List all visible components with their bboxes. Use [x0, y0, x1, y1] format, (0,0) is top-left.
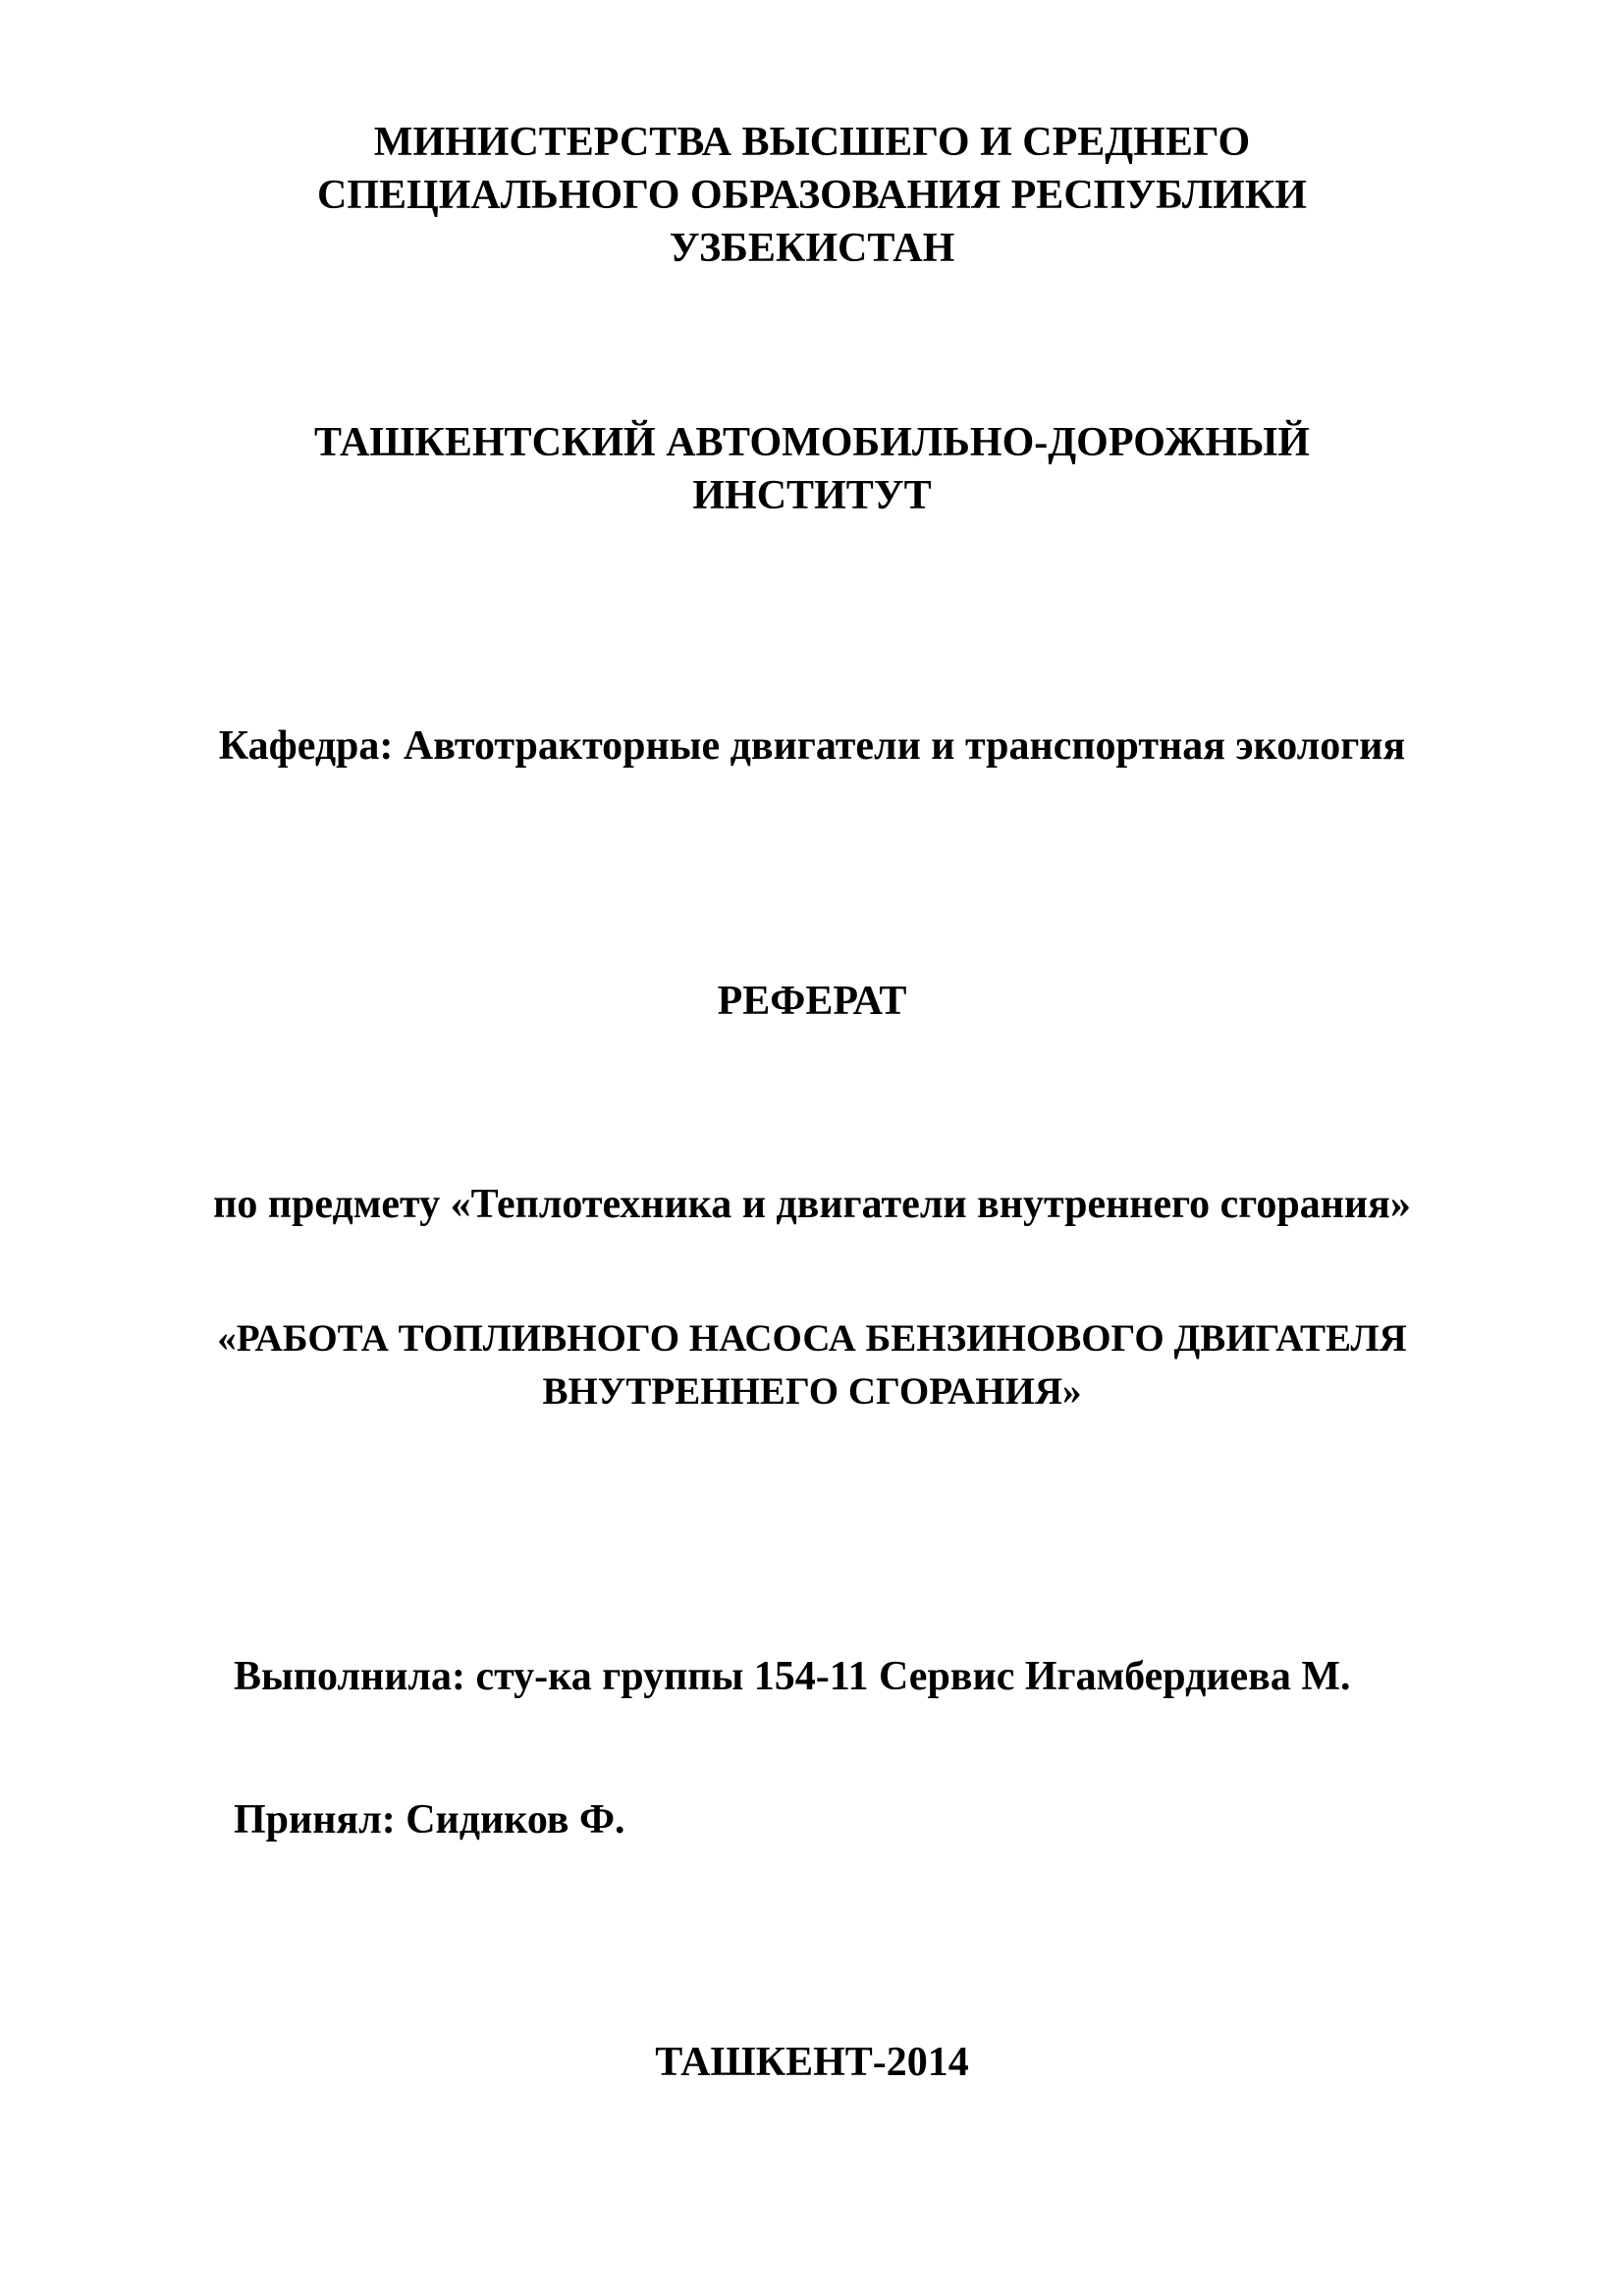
- ministry-line-2: СПЕЦИАЛЬНОГО ОБРАЗОВАНИЯ РЕСПУБЛИКИ: [317, 173, 1307, 218]
- institute-heading: [0, 416, 1624, 522]
- accepted-by: Принял: Сидиков Ф.: [234, 1797, 625, 1842]
- ministry-line-1: МИНИСТЕРСТВА ВЫСШЕГО И СРЕДНЕГО: [373, 120, 1251, 165]
- city-year: ТАШКЕНТ-2014: [655, 2040, 969, 2085]
- subject-line: по предмету «Теплотехника и двигатели внутреннего сгорания»: [213, 1182, 1411, 1227]
- ministry-line-3: УЗБЕКИСТАН: [669, 226, 955, 271]
- topic-title: [0, 1312, 1624, 1418]
- performed-by: Выполнила: сту-ка группы 154-11 Сервис Игамбердиева М.: [234, 1654, 1351, 1699]
- topic-line-2: ВНУТРЕННЕГО СГОРАНИЯ»: [542, 1370, 1082, 1413]
- department-line: Кафедра: Автотракторные двигатели и транспортная экология: [218, 723, 1406, 769]
- institute-line-2: ИНСТИТУТ: [692, 473, 932, 518]
- ministry-heading: [0, 116, 1624, 275]
- institute-line-1: ТАШКЕНТСКИЙ АВТОМОБИЛЬНО-ДОРОЖНЫЙ: [314, 420, 1310, 465]
- document-type: РЕФЕРАТ: [717, 979, 907, 1024]
- topic-line-1: «РАБОТА ТОПЛИВНОГО НАСОСА БЕНЗИНОВОГО ДВИГАТЕЛЯ: [217, 1317, 1407, 1360]
